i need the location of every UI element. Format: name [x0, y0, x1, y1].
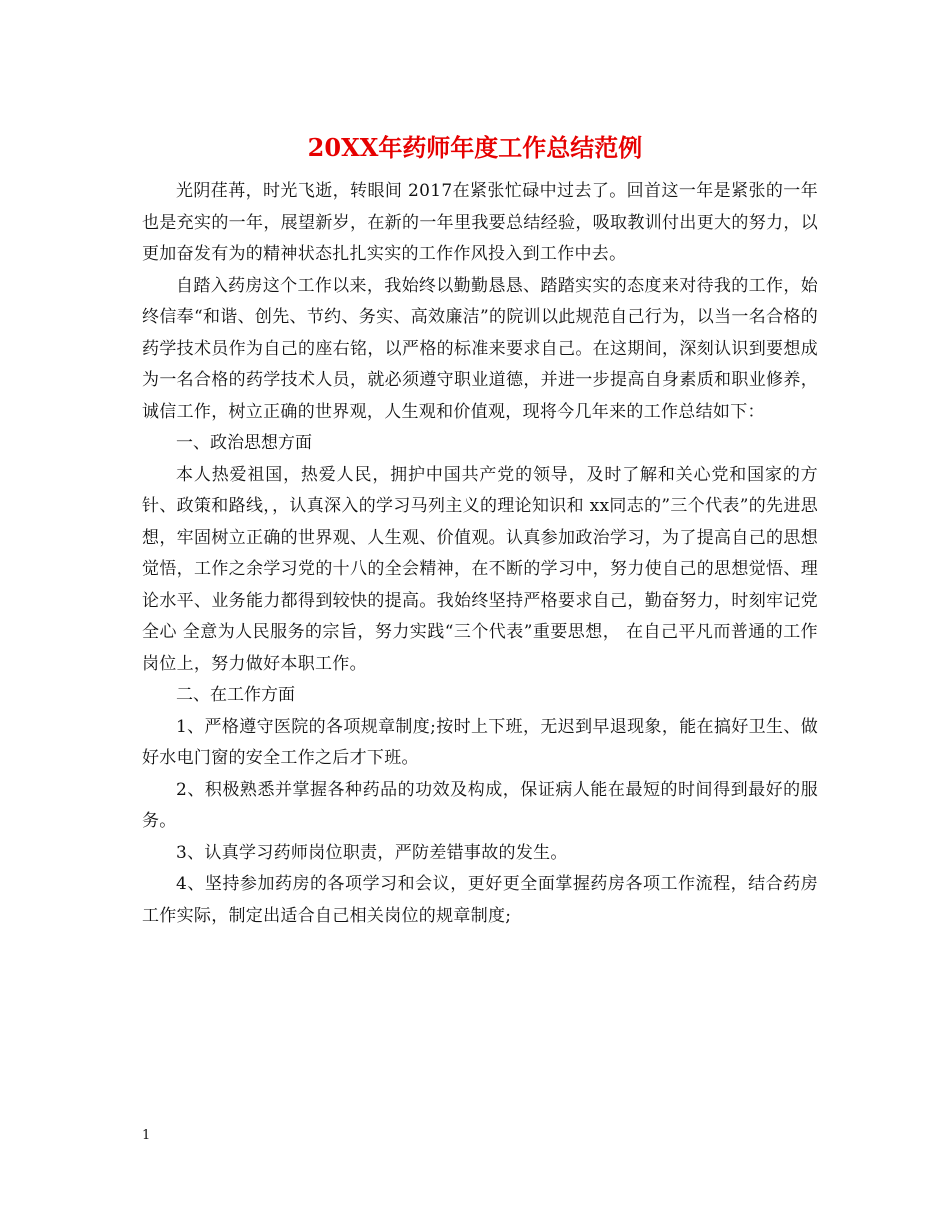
list-item-4: 4、坚持参加药房的各项学习和会议，更好更全面掌握药房各项工作流程，结合药房工作实际，制定出适合自己相关岗位的规章制度;	[142, 874, 818, 926]
section-heading-political: 一、政治思想方面	[176, 433, 312, 453]
paragraph-overview: 自踏入药房这个工作以来，我始终以勤勤恳恳、踏踏实实的态度来对待我的工作，始终信奉“和谐、创先、节约、务实、高效廉洁”的院训以此规范自己行为，以当一名合格的药学技术员作为自己的座右铭，以严格的标准来要求自己。在这期间，深刻认识到要想成为一名合格的药学技术人员，就必须遵守职业道德，并进一步提高自身素质和职业修养，诚信工作，树立正确的世界观，人生观和价值观，现将今几年来的工作总结如下：	[142, 275, 818, 422]
document-body	[142, 176, 818, 932]
page-number: 1	[142, 1128, 151, 1143]
paragraph-political: 本人热爱祖国，热爱人民，拥护中国共产党的领导，及时了解和关心党和国家的方针、政策和路线，，认真深入的学习马列主义的理论知识和 xx同志的”三个代表”的先进思想，牢固树立正确的世界观、人生观、价值观。认真参加政治学习，为了提高自己的思想觉悟，工作之余学习党的十八的全会精神，在不断的学习中，努力使自己的思想觉悟、理论水平、业务能力都得到较快的提高。我始终坚持严格要求自己，勤奋努力，时刻牢记党全心 全意为人民服务的宗旨，努力实践“三个代表”重要思想， 在自己平凡而普通的工作岗位上，努力做好本职工作。	[142, 464, 818, 674]
document-title: 20XX年药师年度工作总结范例	[307, 133, 643, 162]
section-heading-work: 二、在工作方面	[176, 685, 295, 705]
paragraph-intro: 光阴荏苒，时光飞逝，转眼间 2017在紧张忙碌中过去了。回首这一年是紧张的一年也是充实的一年，展望新岁，在新的一年里我要总结经验，吸取教训付出更大的努力，以更加奋发有为的精神状态扎扎实实的工作作风投入到工作中去。	[142, 181, 818, 264]
list-item-3: 3、认真学习药师岗位职责，严防差错事故的发生。	[176, 842, 568, 863]
list-item-1: 1、严格遵守医院的各项规章制度;按时上下班，无迟到早退现象，能在搞好卫生、做好水电门窗的安全工作之后才下班。	[142, 716, 818, 768]
list-item-2: 2、积极熟悉并掌握各种药品的功效及构成，保证病人能在最短的时间得到最好的服务。	[142, 779, 818, 831]
